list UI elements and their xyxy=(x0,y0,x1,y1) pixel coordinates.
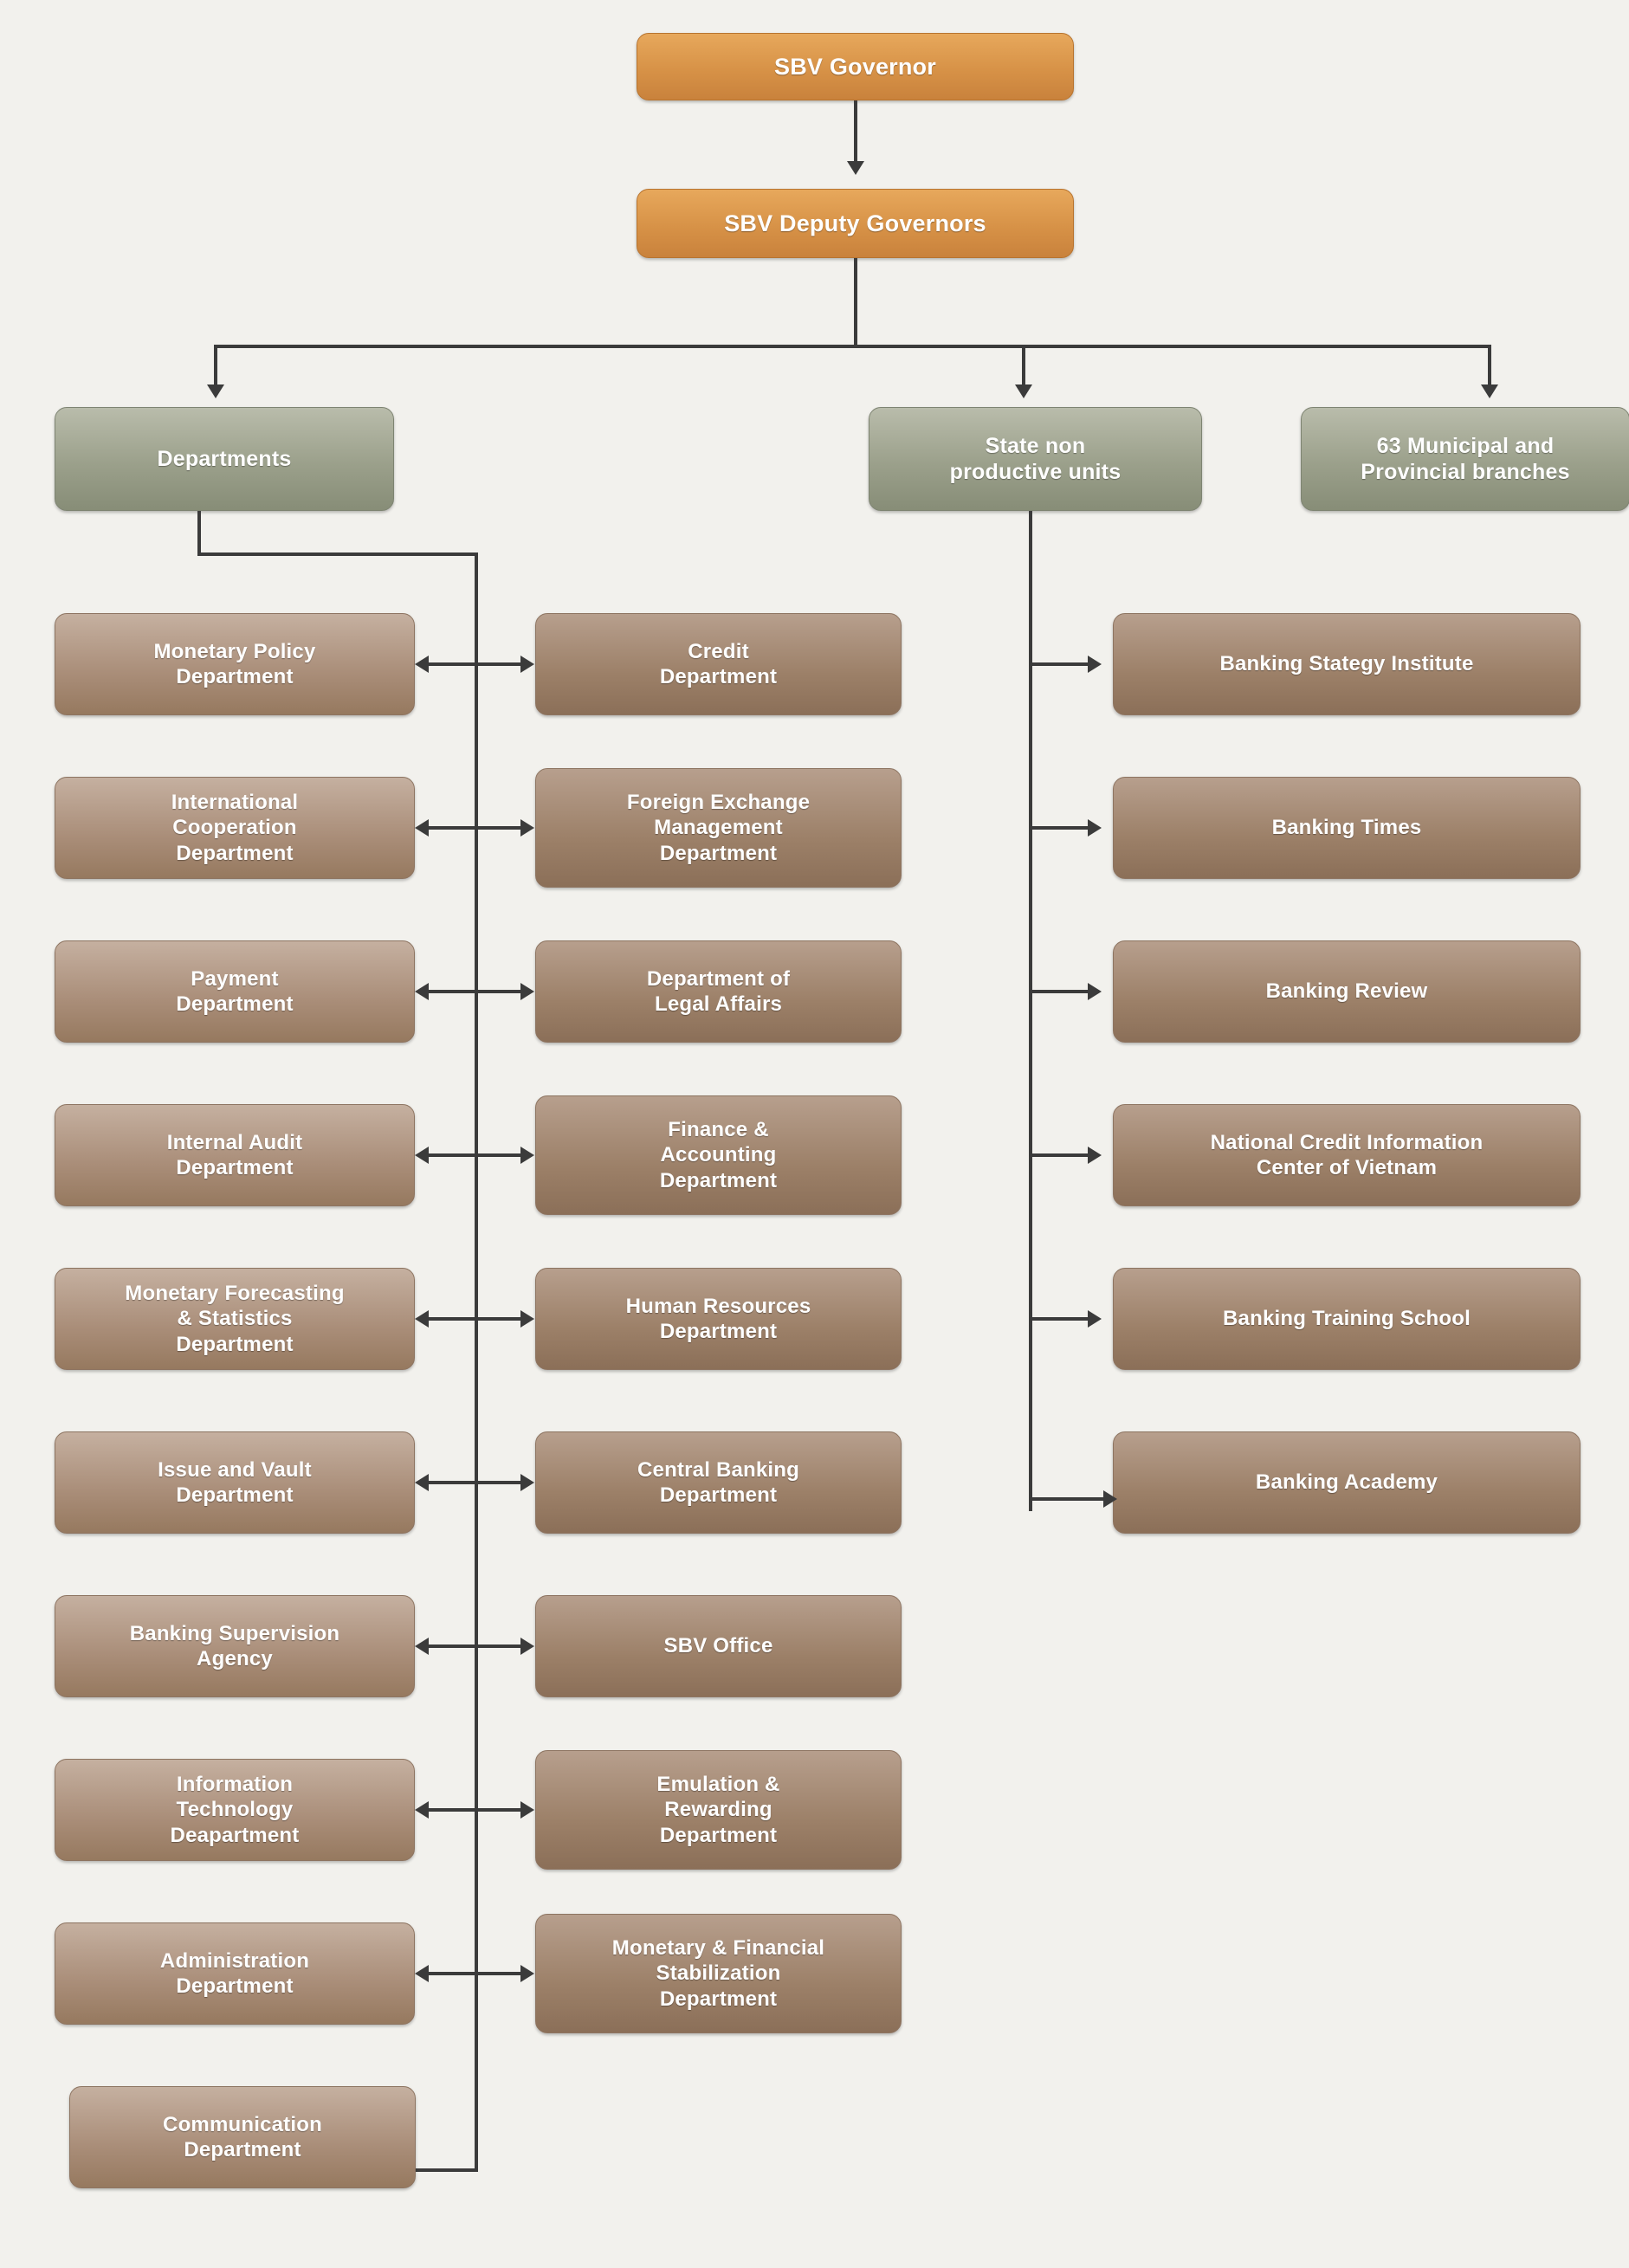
connector-governor-deputy xyxy=(854,100,857,166)
node-label-line2: Department xyxy=(184,2138,301,2161)
pair-connector-0 xyxy=(426,662,523,666)
node-label-line2: Technology xyxy=(176,1798,294,1822)
node-department-right-1 xyxy=(535,768,902,888)
node-department-right-3 xyxy=(535,1095,902,1215)
node-department-left-2 xyxy=(55,940,415,1043)
node-label-line3: Department xyxy=(176,1332,294,1356)
node-label-line1: Banking Times xyxy=(1271,816,1422,840)
node-label-line1: Administration xyxy=(159,1948,310,1973)
pair-arrow-right-5 xyxy=(520,1474,534,1491)
node-label-line2: Department xyxy=(659,1320,778,1343)
node-departments xyxy=(55,407,394,511)
pair-arrow-left-8 xyxy=(415,1965,429,1982)
pair-connector-5 xyxy=(426,1481,523,1484)
pair-arrow-right-1 xyxy=(520,819,534,837)
state-unit-stub-1 xyxy=(1029,826,1091,830)
node-label-line2: Department xyxy=(176,1974,294,1998)
pair-arrow-left-5 xyxy=(415,1474,429,1491)
node-department-left-8 xyxy=(55,1922,415,2025)
connector-deputy-bus xyxy=(854,258,857,346)
state-unit-arrow-1 xyxy=(1088,819,1102,837)
node-label-line2: Center of Vietnam xyxy=(1256,1156,1438,1179)
node-label-line1: Finance & xyxy=(668,1118,769,1142)
node-label-line1: Banking Review xyxy=(1265,979,1428,1004)
node-department-left-3 xyxy=(55,1104,415,1206)
node-label-line1: Banking Supervision xyxy=(129,1621,340,1645)
departments-spine-drop xyxy=(197,511,201,556)
node-label-line1: Monetary & Financial xyxy=(611,1936,825,1961)
node-label-line1: Banking Stategy Institute xyxy=(1219,652,1474,676)
pair-arrow-left-4 xyxy=(415,1310,429,1328)
arrow-governor-deputy xyxy=(847,161,864,175)
pair-arrow-right-6 xyxy=(520,1638,534,1655)
node-label-line1: Human Resources xyxy=(625,1294,811,1318)
state-unit-stub-2 xyxy=(1029,990,1091,993)
node-department-right-2 xyxy=(535,940,902,1043)
state-unit-arrow-5 xyxy=(1103,1490,1117,1508)
node-label-line1: Banking Training School xyxy=(1223,1307,1471,1331)
state-unit-stub-4 xyxy=(1029,1317,1091,1321)
node-label-line1: Department of xyxy=(646,966,791,991)
node-department-left-1 xyxy=(55,777,415,879)
node-label-line1: SBV Office xyxy=(663,1634,773,1658)
node-state-unit-3 xyxy=(1113,1104,1581,1206)
node-state-unit-4 xyxy=(1113,1268,1581,1370)
node-label-line2: & Statistics xyxy=(177,1307,293,1331)
pair-arrow-right-4 xyxy=(520,1310,534,1328)
node-label-line1: Communication xyxy=(163,2112,322,2136)
node-label-line3: Department xyxy=(659,1168,778,1192)
state-unit-stub-3 xyxy=(1029,1153,1091,1157)
pair-arrow-left-0 xyxy=(415,656,429,673)
node-label-line2: Department xyxy=(659,1483,778,1507)
node-label-line2: Department xyxy=(176,1483,294,1507)
connector-bus-municipal xyxy=(1488,345,1491,390)
node-department-left-5 xyxy=(55,1431,415,1534)
pair-arrow-right-8 xyxy=(520,1965,534,1982)
state-unit-arrow-2 xyxy=(1088,983,1102,1000)
node-label-line1: International xyxy=(171,791,299,815)
node-department-left-7 xyxy=(55,1759,415,1861)
pair-arrow-left-6 xyxy=(415,1638,429,1655)
node-label-line2: Legal Affairs xyxy=(654,992,783,1016)
node-label-line1: Payment xyxy=(191,966,279,991)
node-label-line3: Department xyxy=(659,1987,778,2011)
connector-bus-state-units xyxy=(1022,345,1025,390)
node-label-line2: Provincial branches xyxy=(1361,460,1570,484)
node-label-line1: Foreign Exchange xyxy=(626,791,811,815)
node-label: SBV Governor xyxy=(774,53,936,80)
node-label-line3: Department xyxy=(176,841,294,865)
node-department-left-6 xyxy=(55,1595,415,1697)
node-department-right-0 xyxy=(535,613,902,715)
state-unit-arrow-3 xyxy=(1088,1147,1102,1164)
node-label-line1: Credit xyxy=(688,639,749,663)
node-label: SBV Deputy Governors xyxy=(724,210,986,236)
pair-connector-3 xyxy=(426,1153,523,1157)
node-department-right-8 xyxy=(535,1914,902,2033)
departments-spine-vertical xyxy=(475,552,478,2172)
node-label: Departments xyxy=(157,446,292,471)
state-unit-arrow-0 xyxy=(1088,656,1102,673)
pair-arrow-right-7 xyxy=(520,1801,534,1819)
arrow-municipal xyxy=(1481,384,1498,398)
node-label-line2: Department xyxy=(176,665,294,688)
node-department-right-6 xyxy=(535,1595,902,1697)
node-department-right-4 xyxy=(535,1268,902,1370)
node-label-line2: productive units xyxy=(949,460,1122,484)
state-unit-arrow-4 xyxy=(1088,1310,1102,1328)
arrow-departments xyxy=(207,384,224,398)
node-label-line2: Department xyxy=(176,1156,294,1179)
node-municipal-provincial-branches xyxy=(1301,407,1629,511)
node-label-line1: Internal Audit xyxy=(166,1130,303,1154)
node-sbv-deputy-governors xyxy=(637,189,1074,258)
node-label-line2: Management xyxy=(654,816,783,840)
pair-connector-8 xyxy=(426,1972,523,1975)
pair-arrow-left-2 xyxy=(415,983,429,1000)
node-label-line2: Rewarding xyxy=(664,1798,772,1822)
pair-arrow-right-3 xyxy=(520,1147,534,1164)
node-sbv-governor xyxy=(637,33,1074,100)
node-label-line2: Department xyxy=(659,665,778,688)
node-state-unit-0 xyxy=(1113,613,1581,715)
pair-arrow-left-7 xyxy=(415,1801,429,1819)
node-state-non-productive-units xyxy=(869,407,1202,511)
node-department-left-0 xyxy=(55,613,415,715)
pair-arrow-right-2 xyxy=(520,983,534,1000)
node-state-unit-5 xyxy=(1113,1431,1581,1534)
pair-connector-7 xyxy=(426,1808,523,1812)
node-department-left-4 xyxy=(55,1268,415,1370)
node-department-right-7 xyxy=(535,1750,902,1870)
pair-connector-6 xyxy=(426,1644,523,1648)
node-state-unit-2 xyxy=(1113,940,1581,1043)
pair-arrow-left-1 xyxy=(415,819,429,837)
node-label-line2: Department xyxy=(176,992,294,1016)
bus-horizontal xyxy=(214,345,1491,348)
node-label-line1: State non xyxy=(985,433,1086,458)
node-label-line1: Issue and Vault xyxy=(158,1457,312,1482)
node-label-line3: Department xyxy=(659,841,778,865)
connector-bus-departments xyxy=(214,345,217,390)
node-label-line1: National Credit Information xyxy=(1210,1130,1484,1154)
node-state-unit-1 xyxy=(1113,777,1581,879)
state-units-spine-bottom xyxy=(1029,1497,1107,1501)
pair-connector-1 xyxy=(426,826,523,830)
pair-arrow-right-0 xyxy=(520,656,534,673)
node-label-line1: Banking Academy xyxy=(1255,1470,1438,1495)
node-department-left-9 xyxy=(69,2086,416,2188)
node-label-line2: Accounting xyxy=(660,1143,777,1167)
pair-connector-2 xyxy=(426,990,523,993)
pair-connector-4 xyxy=(426,1317,523,1321)
state-unit-stub-0 xyxy=(1029,662,1091,666)
node-label-line1: Central Banking xyxy=(637,1457,800,1482)
pair-arrow-left-3 xyxy=(415,1147,429,1164)
node-label-line1: Information xyxy=(176,1773,294,1797)
node-label-line1: 63 Municipal and xyxy=(1376,433,1555,458)
arrow-state-units xyxy=(1015,384,1032,398)
node-label-line2: Cooperation xyxy=(172,816,297,840)
node-label-line3: Deapartment xyxy=(170,1823,300,1847)
node-label-line1: Monetary Forecasting xyxy=(125,1282,345,1306)
node-label-line2: Agency xyxy=(197,1647,273,1670)
node-label-line2: Stabilization xyxy=(656,1961,781,1986)
node-label-line1: Monetary Policy xyxy=(153,639,316,663)
node-label-line1: Emulation & xyxy=(656,1773,780,1797)
departments-spine-jog xyxy=(197,552,478,556)
state-units-spine xyxy=(1029,511,1032,1511)
node-label-line3: Department xyxy=(659,1823,778,1847)
node-department-right-5 xyxy=(535,1431,902,1534)
